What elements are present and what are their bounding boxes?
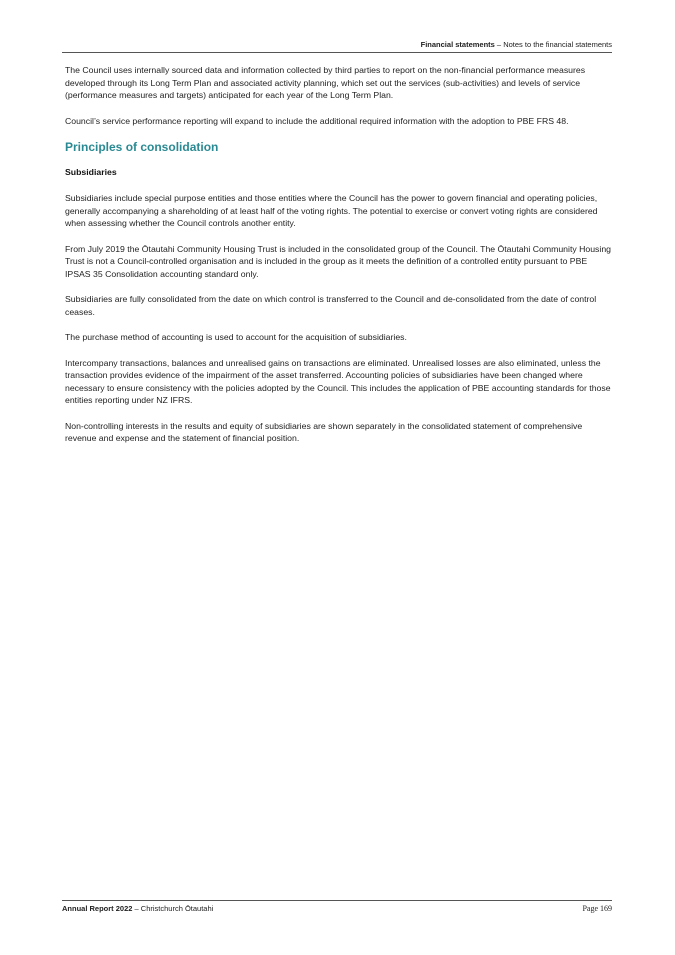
body-paragraph: Intercompany transactions, balances and unrealised gains on transactions are eliminated. Unrealised losses are also eliminated, unless the transaction provides evidence of the impairment of the asset transferred. Accounting policies of subsidiaries have been changed where necessary to ensure consistency with the policies adopted by the Council. This includes the application of PBE accounting standards for those entities reporting under NZ IFRS. [65, 357, 611, 405]
body-paragraph: The purchase method of accounting is used to account for the acquisition of subsidiaries. [65, 332, 407, 342]
intro-paragraph-1: The Council uses internally sourced data and information collected by third parties to report on the non-financial performance measures developed through its Long Term Plan and associated activity planning, which set out the services (sub-activities) and levels of service (performance measures and targets) anticipated for each year of the Long Term Plan. [65, 65, 586, 100]
header-separator: – [494, 40, 504, 49]
page-number: Page 169 [582, 904, 612, 913]
body-paragraph: Subsidiaries include special purpose entities and those entities where the Council has the power to govern financial and operating policies, generally accompanying a shareholding of at least half of the voting rights. The potential to exercise or convert voting rights are considered when assessing whether the Council controls another entity. [65, 193, 598, 228]
header-section: Financial statements [420, 40, 495, 49]
body-paragraph: Subsidiaries are fully consolidated from the date on which control is transferred to the Council and de-consolidated from the date of control ceases. [65, 294, 597, 317]
running-header [62, 40, 612, 50]
footer-organisation: Christchurch Ōtautahi [140, 904, 214, 913]
subsection-heading: Subsidiaries [65, 167, 117, 177]
body-paragraph: From July 2019 the Ōtautahi Community Housing Trust is included in the consolidated group of the Council. The Ōtautahi Community Housing Trust is not a Council-controlled organisation and is included in the group as it meets the definition of a controlled entity pursuant to PBE IPSAS 35 Consolidation accounting standard only. [65, 243, 611, 279]
intro-paragraph-2: Council’s service performance reporting will expand to include the additional required information with the adoption to PBE FRS 48. [65, 115, 569, 126]
footer-separator: – [132, 904, 141, 913]
running-footer [62, 904, 213, 914]
body-paragraph: Non-controlling interests in the results and equity of subsidiaries are shown separately in the consolidated statement of comprehensive revenue and expense and the statement of financial position. [65, 420, 583, 443]
header-subsection: Notes to the financial statements [503, 40, 612, 49]
header-divider [62, 52, 612, 53]
footer-report-title: Annual Report 2022 [62, 904, 133, 913]
page-body [65, 64, 612, 458]
footer-divider [62, 900, 612, 901]
section-heading: Principles of consolidation [65, 140, 219, 154]
